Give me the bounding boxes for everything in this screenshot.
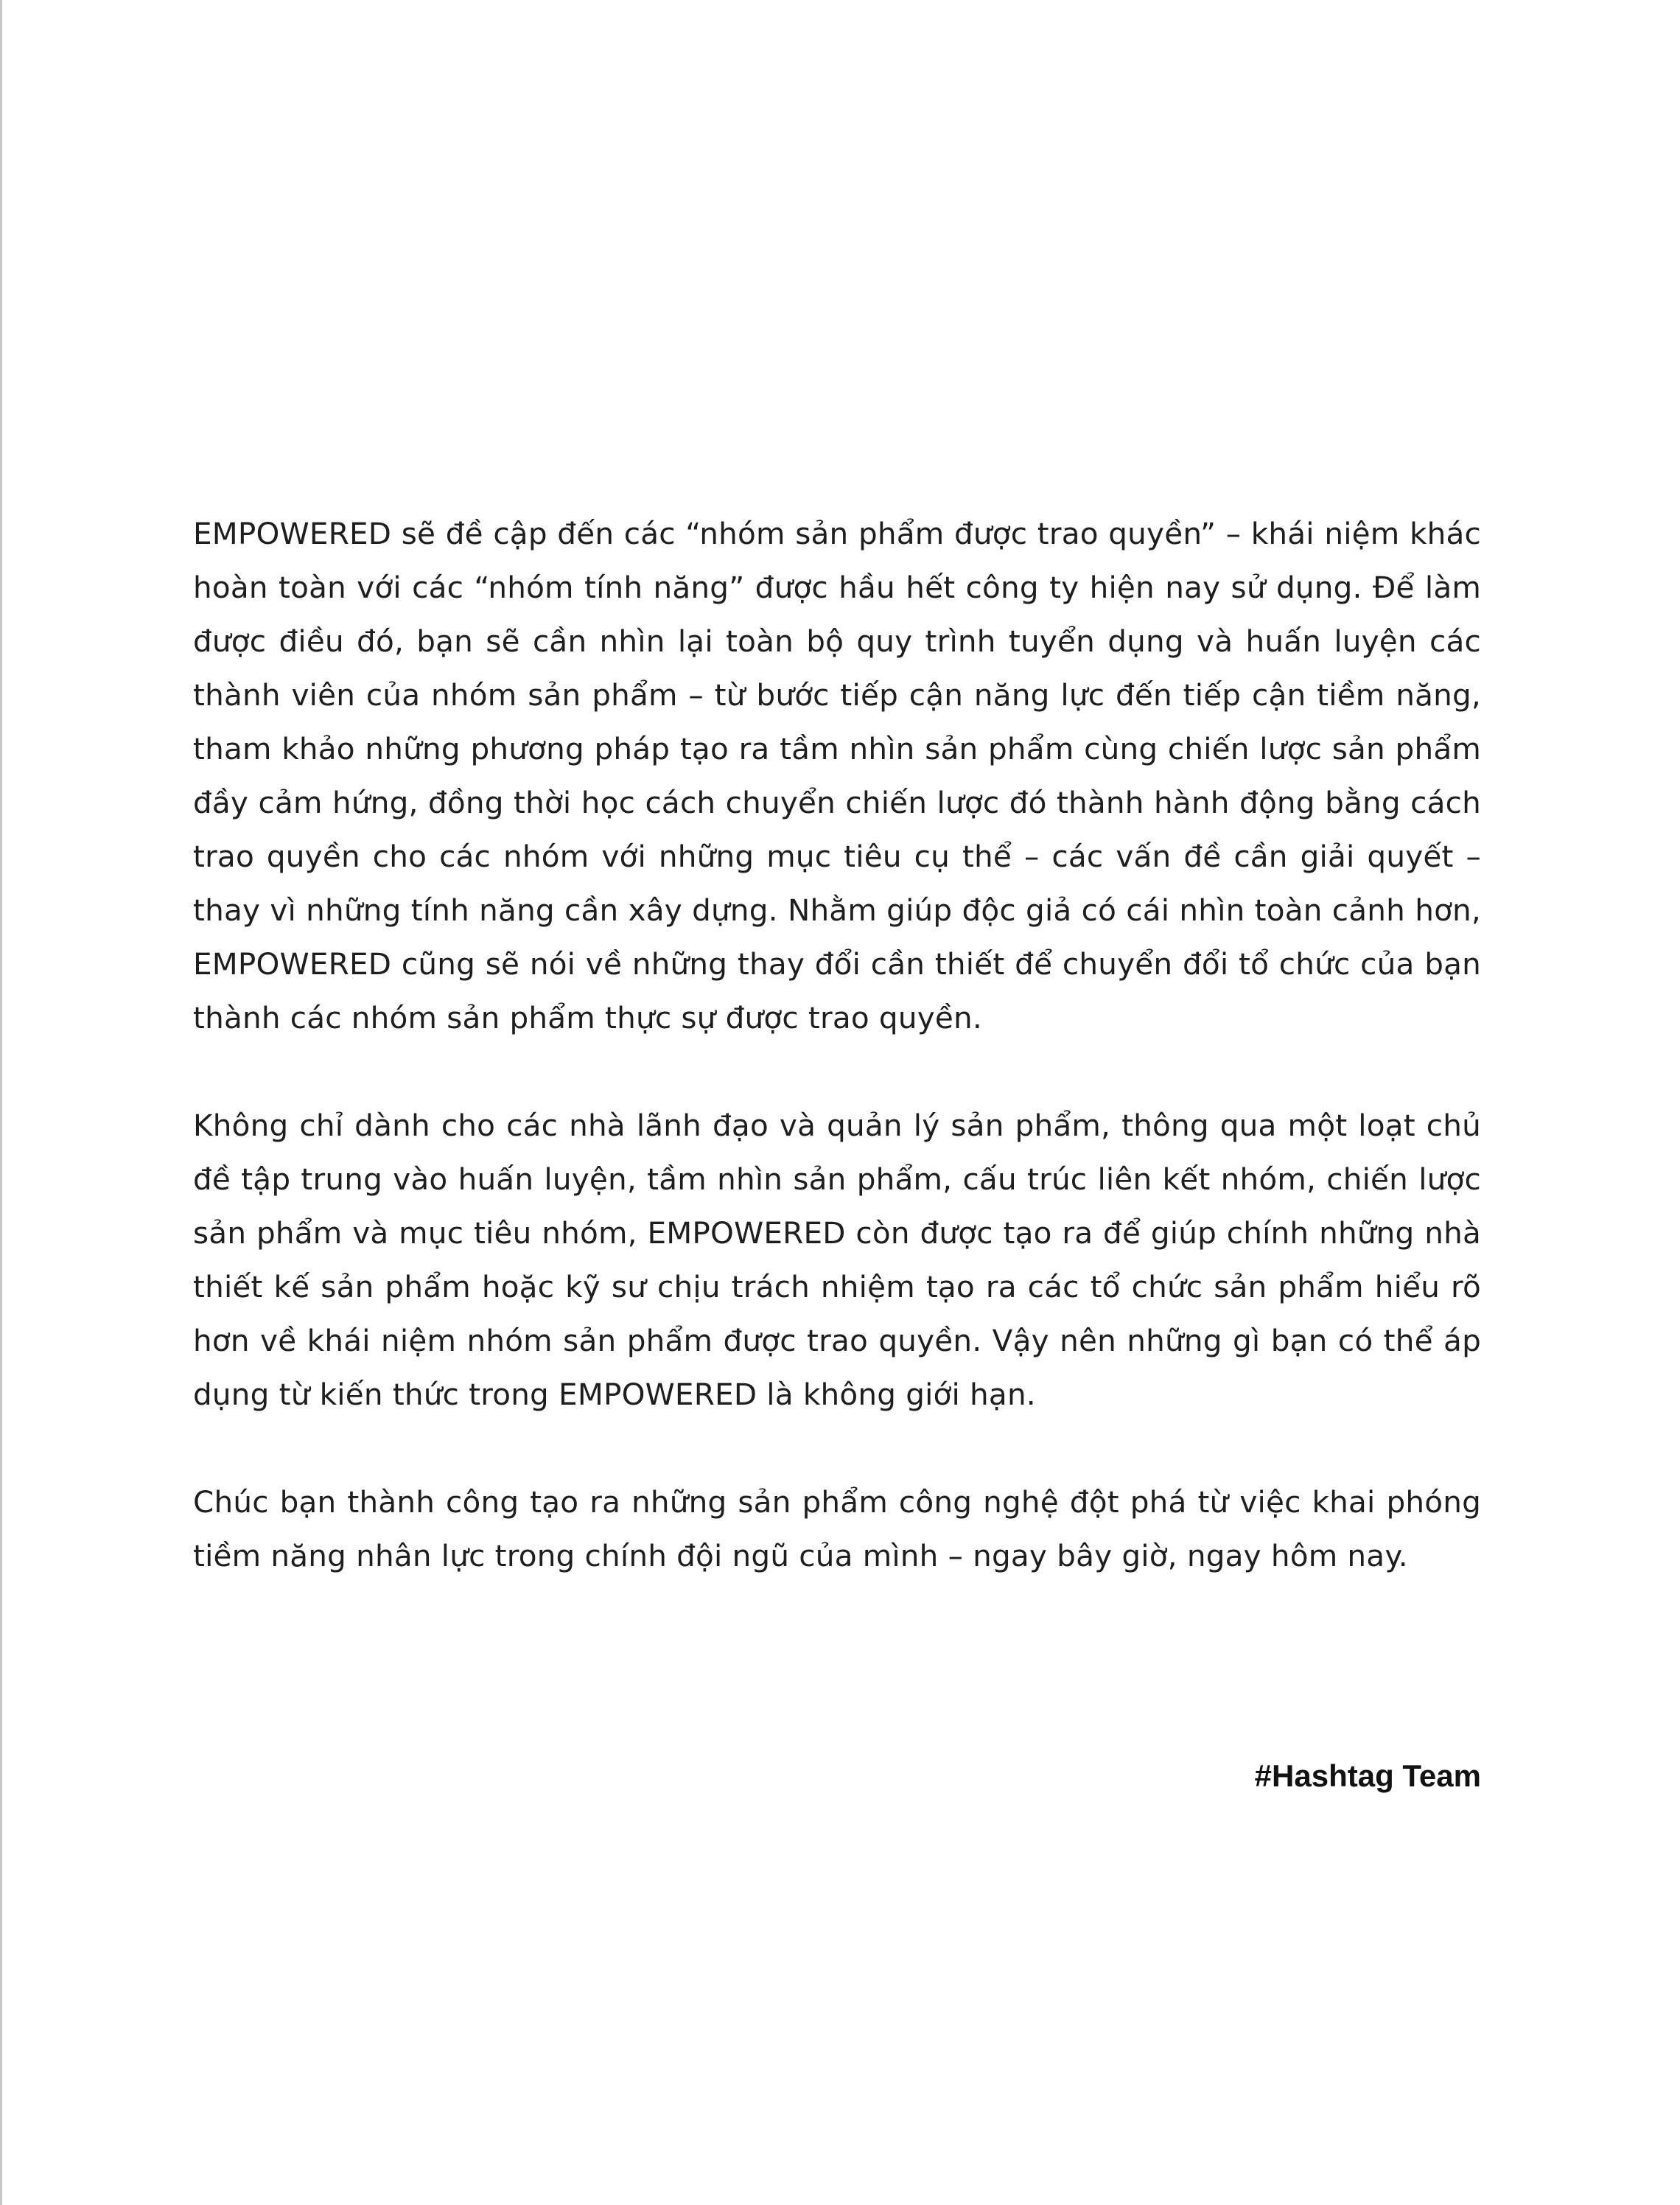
paragraph-intro: EMPOWERED sẽ đề cập đến các “nhóm sản phẩm được trao quyền” – khái niệm khác hoàn toàn với các “nhóm tính năng” được hầu hết công ty hiện nay sử dụng. Để làm được điều đó, bạn sẽ cần nhìn lại toàn bộ quy trình tuyển dụng và huấn luyện các thành viên của nhóm sản phẩm – từ bước tiếp cận năng lực đến tiếp cận tiềm năng, tham khảo những phương pháp tạo ra tầm nhìn sản phẩm cùng chiến lược sản phẩm đầy cảm hứng, đồng thời học cách chuyển chiến lược đó thành hành động bằng cách trao quyền cho các nhóm với những mục tiêu cụ thể – các vấn đề cần giải quyết – thay vì những tính năng cần xây dựng. Nhằm giúp độc giả có cái nhìn toàn cảnh hơn, EMPOWERED cũng sẽ nói về những thay đổi cần thiết để chuyển đổi tổ chức của bạn thành các nhóm sản phẩm thực sự được trao quyền. (193, 516, 1481, 1035)
page-body (193, 507, 1481, 1583)
paragraph-audience: Không chỉ dành cho các nhà lãnh đạo và quản lý sản phẩm, thông qua một loạt chủ đề tập trung vào huấn luyện, tầm nhìn sản phẩm, cấu trúc liên kết nhóm, chiến lược sản phẩm và mục tiêu nhóm, EMPOWERED còn được tạo ra để giúp chính những nhà thiết kế sản phẩm hoặc kỹ sư chịu trách nhiệm tạo ra các tổ chức sản phẩm hiểu rõ hơn về khái niệm nhóm sản phẩm được trao quyền. Vậy nên những gì bạn có thể áp dụng từ kiến thức trong EMPOWERED là không giới hạn. (193, 1108, 1481, 1412)
signature: #Hashtag Team (1254, 1758, 1481, 1793)
page-left-edge (0, 0, 2, 2205)
paragraph-closing: Chúc bạn thành công tạo ra những sản phẩm công nghệ đột phá từ việc khai phóng tiềm năng nhân lực trong chính đội ngũ của mình – ngay bây giờ, ngay hôm nay. (193, 1484, 1481, 1573)
